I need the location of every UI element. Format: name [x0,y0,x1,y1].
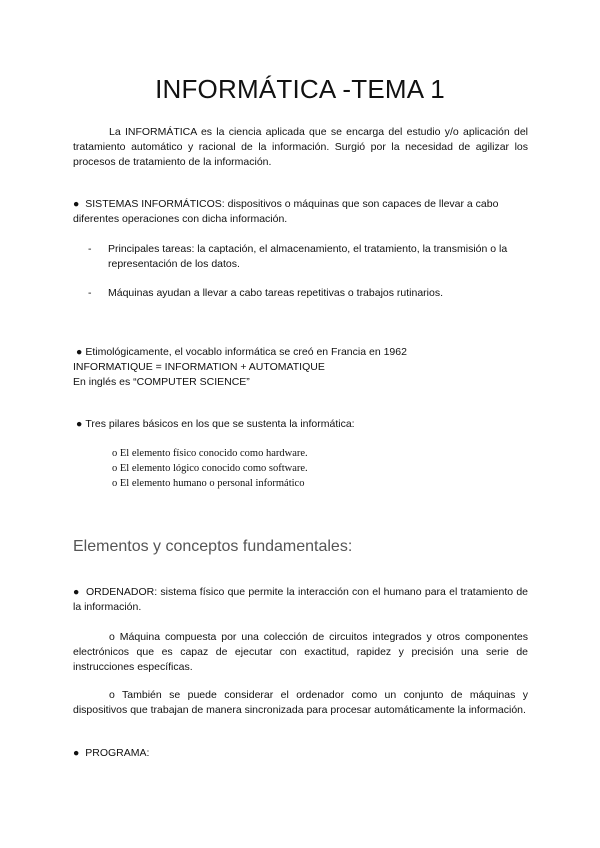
ordenador-paragraph [73,585,528,615]
list-item: o El elemento lógico conocido como software. [112,463,308,474]
page-title: INFORMÁTICA -TEMA 1 [155,74,445,104]
dash-marker: - [88,287,92,299]
programa-paragraph [73,746,528,761]
list-item-text: Máquinas ayudan a llevar a cabo tareas repetitivas o trabajos rutinarios. [108,287,444,299]
bullet-icon: ● [76,346,83,358]
ordenador-sub-2: o También se puede considerar el ordenador como un conjunto de máquinas y dispositivos que trabajan de manera sincronizada para procesar automáticamente la información. [73,689,528,716]
sistemas-text: SISTEMAS INFORMÁTICOS: dispositivos o máquinas que son capaces de llevar a cabo diferentes operaciones con dicha información. [73,198,499,225]
section-heading: Elementos y conceptos fundamentales: [73,538,353,555]
list-item-text: Principales tareas: la captación, el almacenamiento, el tratamiento, la transmisión o la representación de los datos. [108,243,508,270]
etimologia-line-1 [73,345,528,360]
etimologia-block [73,345,528,390]
list-item [88,286,528,301]
list-item: o El elemento físico conocido como hardware. [112,448,308,459]
ordenador-sub-1: o Máquina compuesta por una colección de circuitos integrados y otros componentes electrónicos que es capaz de ejecutar con exactitud, rapidez y precisión una serie de instrucciones específicas. [73,631,528,673]
bullet-icon: ● [73,198,80,210]
etimologia-line-3: En inglés es “COMPUTER SCIENCE” [73,376,250,388]
dash-marker: - [88,243,92,255]
bullet-icon: ● [76,418,83,430]
etimologia-text: Etimológicamente, el vocablo informática se creó en Francia en 1962 [85,346,407,358]
bullet-icon: ● [73,586,80,598]
list-item [88,242,528,272]
programa-text: PROGRAMA: [85,747,150,759]
sistemas-paragraph [73,197,528,227]
list-item: o El elemento humano o personal informático [112,478,305,489]
bullet-icon: ● [73,747,80,759]
ordenador-text: ORDENADOR: sistema físico que permite la interacción con el humano para el tratamiento de la información. [73,586,529,613]
etimologia-line-2: INFORMATIQUE = INFORMATION + AUTOMATIQUE [73,361,325,373]
pilares-paragraph [73,417,528,432]
pilares-text: Tres pilares básicos en los que se sustenta la informática: [85,418,355,430]
intro-paragraph: La INFORMÁTICA es la ciencia aplicada que se encarga del estudio y/o aplicación del tratamiento automático y racional de la información. Surgió por la necesidad de agilizar los procesos de tratamiento de la información. [73,126,528,168]
